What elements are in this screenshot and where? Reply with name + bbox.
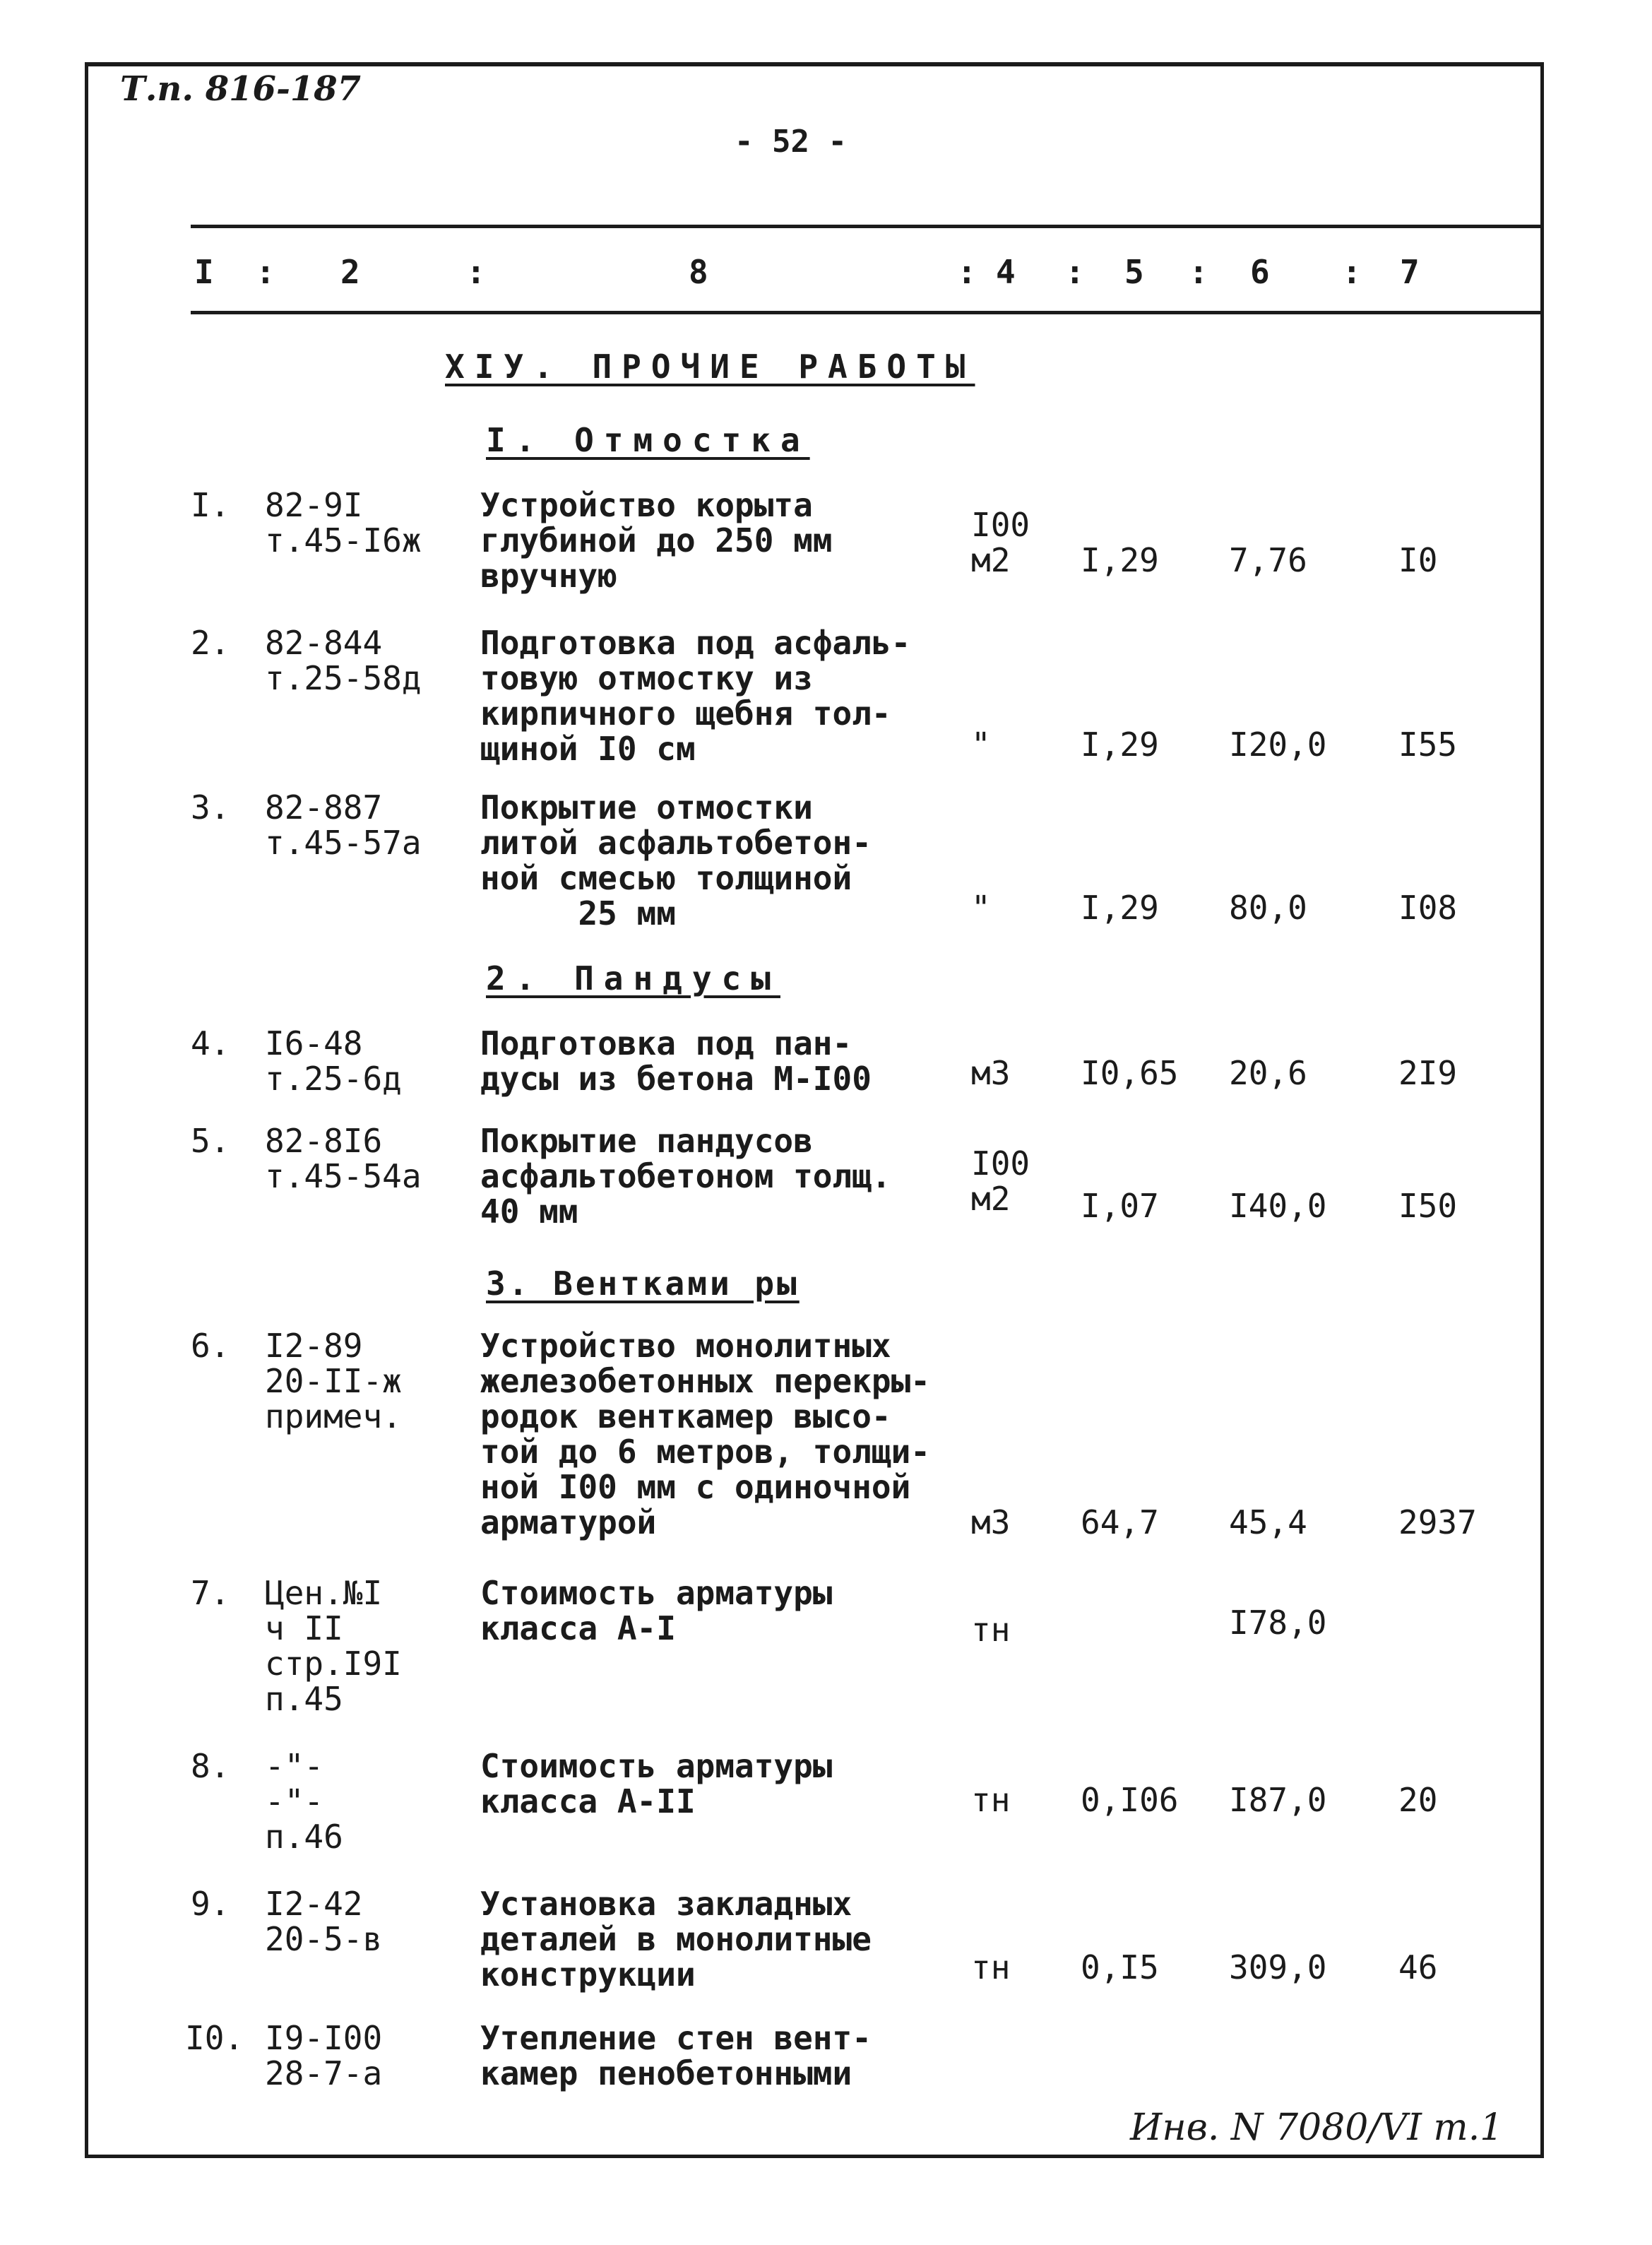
row-unit: тн [971, 1948, 1011, 1986]
row-code: 82-8I6 т.45-54а [265, 1122, 422, 1195]
header-rule-top [191, 225, 1544, 228]
row-unit: " [971, 725, 991, 764]
row-quantity: I,07 [1081, 1187, 1159, 1225]
row-total: I0 [1398, 541, 1438, 579]
row-unit: I00 м2 [971, 1144, 1030, 1218]
document-reference: Т.п. 816-187 [120, 69, 362, 109]
row-quantity: I,29 [1081, 541, 1159, 579]
row-unit: тн [971, 1781, 1011, 1819]
row-unit: " [971, 889, 991, 927]
row-code: 82-887 т.45-57а [265, 788, 422, 862]
row-description: Покрытие отмостки литой асфальтобетон- ной смесью толщиной 25 мм [480, 788, 872, 932]
row-description: Покрытие пандусов асфальтобетоном толщ. 40 мм [480, 1122, 891, 1231]
row-quantity: 0,I06 [1081, 1781, 1179, 1819]
row-total: 46 [1398, 1948, 1438, 1986]
row-description: Установка закладных деталей в монолитные конструкции [480, 1885, 872, 1994]
row-code: I2-89 20-II-ж примеч. [265, 1327, 402, 1435]
column-header-sep: : [1065, 253, 1085, 291]
row-total: 2I9 [1398, 1054, 1458, 1092]
column-header-sep: : [256, 253, 275, 291]
row-description: Стоимость арматуры класса А-II [480, 1747, 833, 1820]
row-code: 82-9I т.45-I6ж [265, 486, 422, 559]
row-total: 20 [1398, 1781, 1438, 1819]
column-header-6: 6 [1250, 253, 1270, 291]
row-price: 45,4 [1229, 1503, 1307, 1541]
column-header-5: 5 [1124, 253, 1144, 291]
row-number: I. [191, 486, 230, 524]
subsection-title: 3. Вентками ры [486, 1264, 800, 1303]
column-header-sep: : [957, 253, 977, 291]
row-unit: I00 м2 [971, 506, 1030, 579]
row-quantity: 0,I5 [1081, 1948, 1159, 1986]
row-price: 20,6 [1229, 1054, 1307, 1092]
row-number: 5. [191, 1122, 230, 1160]
page-number: - 52 - [735, 124, 847, 160]
row-price: I78,0 [1229, 1604, 1327, 1642]
row-description: Подготовка под пан- дусы из бетона М-I00 [480, 1024, 872, 1098]
row-description: Устройство корыта глубиной до 250 мм вручную [480, 486, 833, 595]
row-total: 2937 [1398, 1503, 1477, 1541]
row-number: 4. [191, 1024, 230, 1062]
section-title: XIУ. ПРОЧИЕ РАБОТЫ [445, 348, 975, 386]
column-header-4: 4 [996, 253, 1016, 291]
row-price: 7,76 [1229, 541, 1307, 579]
row-total: I50 [1398, 1187, 1458, 1225]
row-unit: м3 [971, 1503, 1011, 1541]
column-header-sep: : [1189, 253, 1208, 291]
row-code: 82-844 т.25-58д [265, 624, 422, 697]
row-code: -"- -"- п.46 [265, 1747, 343, 1856]
row-price: I40,0 [1229, 1187, 1327, 1225]
row-description: Стоимость арматуры класса А-I [480, 1574, 833, 1647]
row-price: 80,0 [1229, 889, 1307, 927]
column-header-3: 8 [689, 253, 708, 291]
row-description: Подготовка под асфаль- товую отмостку из кирпичного щебня тол- щиной I0 см [480, 624, 911, 768]
subsection-title: 2. Пандусы [486, 959, 780, 997]
header-rule-bottom [191, 311, 1544, 314]
row-description: Утепление стен вент- камер пенобетонными [480, 2019, 872, 2092]
row-unit: тн [971, 1611, 1011, 1649]
row-price: I20,0 [1229, 725, 1327, 764]
row-description: Устройство монолитных железобетонных перекры- родок венткамер высо- той до 6 метров, толщи- ной I00 мм с одиночной арматурой [480, 1327, 930, 1541]
row-number: 7. [191, 1574, 230, 1612]
row-price: I87,0 [1229, 1781, 1327, 1819]
row-code: I2-42 20-5-в [265, 1885, 383, 1958]
row-price: 309,0 [1229, 1948, 1327, 1986]
column-header-7: 7 [1400, 253, 1420, 291]
row-number: I0. [185, 2019, 244, 2057]
inventory-number: Инв. N 7080/VI т.1 [1130, 2107, 1504, 2149]
row-number: 9. [191, 1885, 230, 1923]
row-quantity: I,29 [1081, 725, 1159, 764]
row-code: I6-48 т.25-6д [265, 1024, 402, 1098]
row-number: 6. [191, 1327, 230, 1365]
row-quantity: I,29 [1081, 889, 1159, 927]
row-number: 2. [191, 624, 230, 662]
column-header-2: 2 [340, 253, 360, 291]
row-code: Цен.№I ч II стр.I9I п.45 [265, 1574, 402, 1718]
column-header-sep: : [1342, 253, 1362, 291]
row-number: 8. [191, 1747, 230, 1785]
row-code: I9-I00 28-7-а [265, 2019, 383, 2092]
subsection-title: I. Отмостка [486, 421, 810, 459]
row-quantity: 64,7 [1081, 1503, 1159, 1541]
row-quantity: I0,65 [1081, 1054, 1179, 1092]
column-header-sep: : [466, 253, 486, 291]
row-total: I08 [1398, 889, 1458, 927]
row-unit: м3 [971, 1054, 1011, 1092]
column-header-1: I [194, 253, 214, 291]
row-total: I55 [1398, 725, 1458, 764]
row-number: 3. [191, 788, 230, 827]
